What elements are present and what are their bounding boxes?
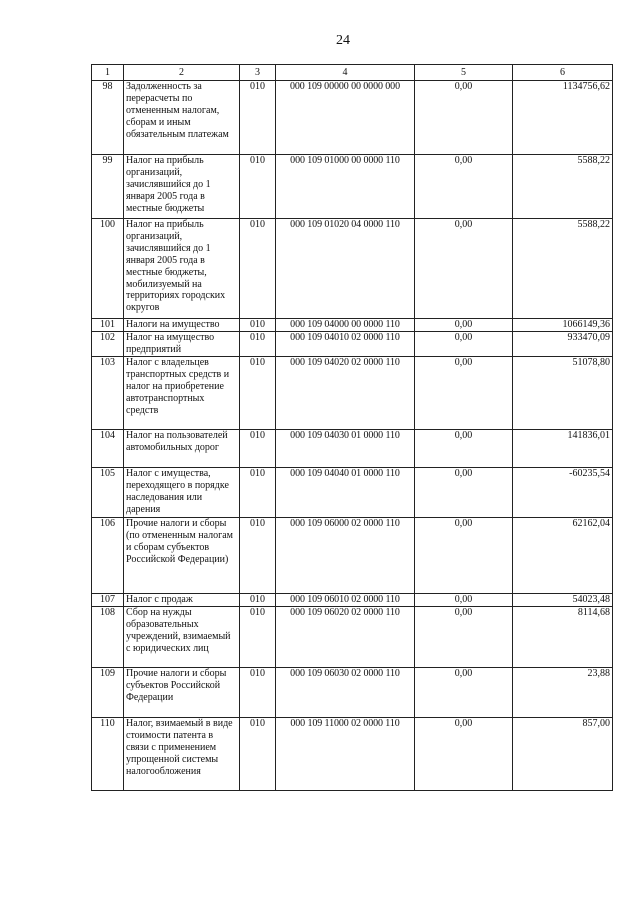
- row-number: 109: [92, 668, 124, 718]
- row-col6: 141836,01: [513, 430, 613, 468]
- row-col6: 54023,48: [513, 594, 613, 607]
- row-number: 99: [92, 155, 124, 219]
- row-kbk: 000 109 06000 02 0000 110: [276, 518, 415, 594]
- row-code: 010: [240, 155, 276, 219]
- table-row: [92, 357, 613, 430]
- column-header-2: 2: [124, 65, 240, 81]
- row-code: 010: [240, 468, 276, 518]
- row-name: Налог с имущества, переходящего в порядке наследования или дарения: [124, 468, 240, 518]
- row-col6: -60235,54: [513, 468, 613, 518]
- table-row: [92, 607, 613, 668]
- table-row: [92, 219, 613, 319]
- row-kbk: 000 109 06020 02 0000 110: [276, 607, 415, 668]
- row-kbk: 000 109 04000 00 0000 110: [276, 319, 415, 332]
- row-col6: 23,88: [513, 668, 613, 718]
- row-number: 98: [92, 81, 124, 155]
- report-table: [91, 64, 613, 791]
- row-name: Налоги на имущество: [124, 319, 240, 332]
- row-name: Налог с владельцев транспортных средств и налог на приобретение автотранспортных средств: [124, 357, 240, 430]
- row-name: Налог, взимаемый в виде стоимости патента в связи с применением упрощенной системы налогообложения: [124, 718, 240, 791]
- row-name: Налог на прибыль организаций, зачислявшийся до 1 января 2005 года в местные бюджеты, мобилизуемый на территориях городских округов: [124, 219, 240, 319]
- row-number: 101: [92, 319, 124, 332]
- row-col5: 0,00: [415, 332, 513, 357]
- row-col5: 0,00: [415, 357, 513, 430]
- row-name: Налог на имущество предприятий: [124, 332, 240, 357]
- row-code: 010: [240, 607, 276, 668]
- row-kbk: 000 109 01000 00 0000 110: [276, 155, 415, 219]
- row-col6: 933470,09: [513, 332, 613, 357]
- table-row: [92, 594, 613, 607]
- row-kbk: 000 109 00000 00 0000 000: [276, 81, 415, 155]
- row-code: 010: [240, 219, 276, 319]
- row-number: 100: [92, 219, 124, 319]
- row-col5: 0,00: [415, 594, 513, 607]
- table-row: [92, 668, 613, 718]
- row-col6: 857,00: [513, 718, 613, 791]
- row-col5: 0,00: [415, 430, 513, 468]
- row-col5: 0,00: [415, 668, 513, 718]
- row-kbk: 000 109 06030 02 0000 110: [276, 668, 415, 718]
- row-number: 102: [92, 332, 124, 357]
- row-name: Прочие налоги и сборы (по отмененным налогам и сборам субъектов Российской Федерации): [124, 518, 240, 594]
- row-kbk: 000 109 01020 04 0000 110: [276, 219, 415, 319]
- row-number: 110: [92, 718, 124, 791]
- row-number: 108: [92, 607, 124, 668]
- table-row: [92, 319, 613, 332]
- row-number: 104: [92, 430, 124, 468]
- table-row: [92, 332, 613, 357]
- row-col6: 5588,22: [513, 155, 613, 219]
- row-name: Прочие налоги и сборы субъектов Российской Федерации: [124, 668, 240, 718]
- row-name: Налог на пользователей автомобильных дорог: [124, 430, 240, 468]
- row-kbk: 000 109 11000 02 0000 110: [276, 718, 415, 791]
- row-name: Сбор на нужды образовательных учреждений, взимаемый с юридических лиц: [124, 607, 240, 668]
- row-col5: 0,00: [415, 718, 513, 791]
- page-number: 24: [336, 33, 350, 48]
- table-body: [92, 81, 613, 791]
- header-row: [92, 65, 613, 81]
- row-col5: 0,00: [415, 607, 513, 668]
- row-kbk: 000 109 04030 01 0000 110: [276, 430, 415, 468]
- row-col6: 1134756,62: [513, 81, 613, 155]
- table-row: [92, 468, 613, 518]
- row-number: 105: [92, 468, 124, 518]
- row-name: Налог на прибыль организаций, зачислявшийся до 1 января 2005 года в местные бюджеты: [124, 155, 240, 219]
- row-code: 010: [240, 668, 276, 718]
- row-col6: 1066149,36: [513, 319, 613, 332]
- row-name: Налог с продаж: [124, 594, 240, 607]
- row-col5: 0,00: [415, 81, 513, 155]
- table-row: [92, 718, 613, 791]
- table-row: [92, 81, 613, 155]
- row-code: 010: [240, 430, 276, 468]
- row-code: 010: [240, 357, 276, 430]
- column-header-4: 4: [276, 65, 415, 81]
- row-col6: 51078,80: [513, 357, 613, 430]
- column-header-6: 6: [513, 65, 613, 81]
- row-col5: 0,00: [415, 518, 513, 594]
- row-kbk: 000 109 04020 02 0000 110: [276, 357, 415, 430]
- row-col6: 8114,68: [513, 607, 613, 668]
- row-col5: 0,00: [415, 468, 513, 518]
- row-code: 010: [240, 718, 276, 791]
- row-number: 106: [92, 518, 124, 594]
- row-col5: 0,00: [415, 219, 513, 319]
- row-name: Задолженность за перерасчеты по отмененным налогам, сборам и иным обязательным платежам: [124, 81, 240, 155]
- row-number: 103: [92, 357, 124, 430]
- row-kbk: 000 109 06010 02 0000 110: [276, 594, 415, 607]
- table-row: [92, 518, 613, 594]
- row-kbk: 000 109 04010 02 0000 110: [276, 332, 415, 357]
- column-header-1: 1: [92, 65, 124, 81]
- row-col5: 0,00: [415, 319, 513, 332]
- table-row: [92, 155, 613, 219]
- row-code: 010: [240, 594, 276, 607]
- column-header-5: 5: [415, 65, 513, 81]
- column-header-3: 3: [240, 65, 276, 81]
- row-number: 107: [92, 594, 124, 607]
- row-kbk: 000 109 04040 01 0000 110: [276, 468, 415, 518]
- row-col6: 62162,04: [513, 518, 613, 594]
- row-col5: 0,00: [415, 155, 513, 219]
- row-col6: 5588,22: [513, 219, 613, 319]
- row-code: 010: [240, 518, 276, 594]
- row-code: 010: [240, 81, 276, 155]
- table-row: [92, 430, 613, 468]
- row-code: 010: [240, 319, 276, 332]
- row-code: 010: [240, 332, 276, 357]
